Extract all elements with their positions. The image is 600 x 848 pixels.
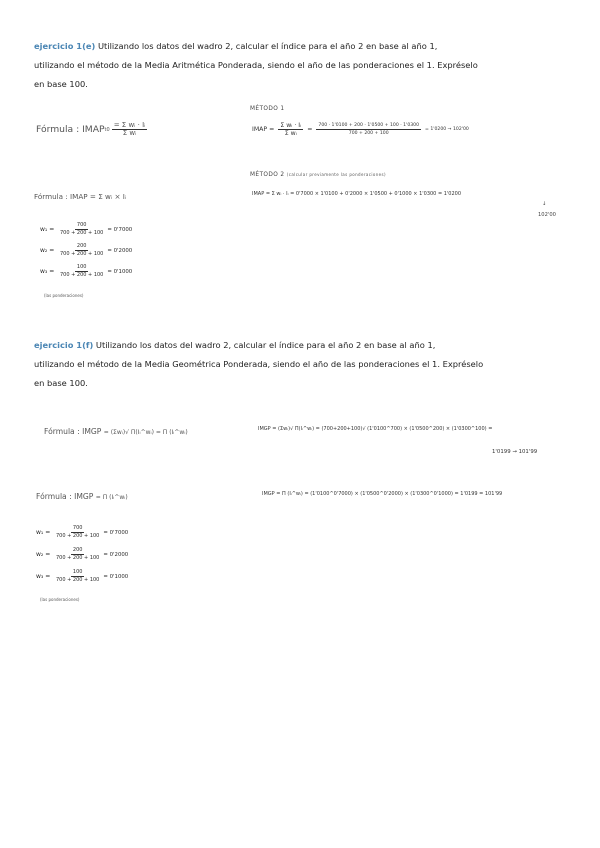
exercise-1f-label: ejercicio 1(f) <box>34 340 94 350</box>
weight-row-2: w₂ = $\frac{200}{700 + 200 + 100}$ = 0'2000 <box>36 547 129 561</box>
imgp-calc-method1: IMGP = (Σwᵢ)√ Π(Iᵢ^wᵢ) = (700+200+100)√ (1'0100^700) × (1'0500^200) × (1'0300^100) = <box>258 426 493 432</box>
imgp-calc-method1-result: 1'0199 → 101'99 <box>492 449 538 455</box>
imap-formula: Fórmula : IMAP t 0 $\frac{\text{= Σ wᵢ · Iᵢ}}{\text{Σ wᵢ}}$ <box>36 121 146 137</box>
metodo1-title: MÉTODO 1 <box>250 106 285 112</box>
weight-row-1: w₁ = $\frac{700}{700 + 200 + 100}$ = 0'7000 <box>40 222 133 236</box>
imgp-calc-method2: IMGP = Π (Iᵢ^wᵢ) = (1'0100^0'7000) × (1'0500^0'2000) × (1'0300^0'1000) = 1'0199 = 101'99 <box>262 491 503 497</box>
exercise-1e-label: ejercicio 1(e) <box>34 41 96 51</box>
metodo1-expression: IMAP = $\frac{\text{Σ wᵢ · Iᵢ}}{\text{Σ wᵢ}}$ = $\frac{700 \cdot 1'0100 + 200 \cdot 1'0500 + 100 \cdot 1'0300}{700 + 200 + 100}$ = 1'0200 → 102'00 <box>252 122 469 137</box>
weight-row-1: w₁ = $\frac{700}{700 + 200 + 100}$ = 0'7000 <box>36 525 129 539</box>
section2-statement <box>34 339 574 390</box>
metodo2-arrow: ↓ <box>542 201 547 207</box>
weight-row-2: w₂ = $\frac{200}{700 + 200 + 100}$ = 0'2000 <box>40 243 133 257</box>
statement-line1: Utilizando los datos del wadro 2, calcular el índice para el año 2 en base al año 1, <box>97 41 438 51</box>
statement-line3: en base 100. <box>34 79 88 89</box>
metodo2-expression: IMAP = Σ wᵢ · Iᵢ = 0'7000 × 1'0100 + 0'2000 × 1'0500 + 0'1000 × 1'0300 = 1'0200 <box>252 191 462 197</box>
imap-formula-weights: Fórmula : IMAP = Σ wᵢ × Iᵢ <box>34 192 127 201</box>
statement-line2: utilizando el método de la Media Geométrica Ponderada, siendo el año de las ponderaciones el 1. Expréselo <box>34 359 484 369</box>
imgp-formula: Fórmula : IMGP = (Σwᵢ)√ Π(Iᵢ^wᵢ) = Π (Iᵢ^wᵢ) <box>44 427 188 436</box>
statement-line1: Utilizando los datos del wadro 2, calcular el índice para el año 2 en base al año 1, <box>95 340 436 350</box>
metodo2-result: 102'00 <box>538 212 556 218</box>
statement-line3: en base 100. <box>34 378 88 388</box>
imgp-formula-weights: Fórmula : IMGP = Π (Iᵢ^wᵢ) <box>36 492 128 501</box>
section1-statement <box>34 40 574 91</box>
weight-row-3: w₃ = $\frac{100}{700 + 200 + 100}$ = 0'1000 <box>40 264 133 278</box>
weight-row-3: w₃ = $\frac{100}{700 + 200 + 100}$ = 0'1000 <box>36 569 129 583</box>
statement-line2: utilizando el método de la Media Aritmética Ponderada, siendo el año de las ponderaciones el 1. Expréselo <box>34 60 478 70</box>
metodo2-title: MÉTODO 2 (calcular previamente las ponderaciones) <box>250 172 386 178</box>
weights-note: (las ponderaciones) <box>40 597 80 602</box>
weights-note: (las ponderaciones) <box>44 293 84 298</box>
